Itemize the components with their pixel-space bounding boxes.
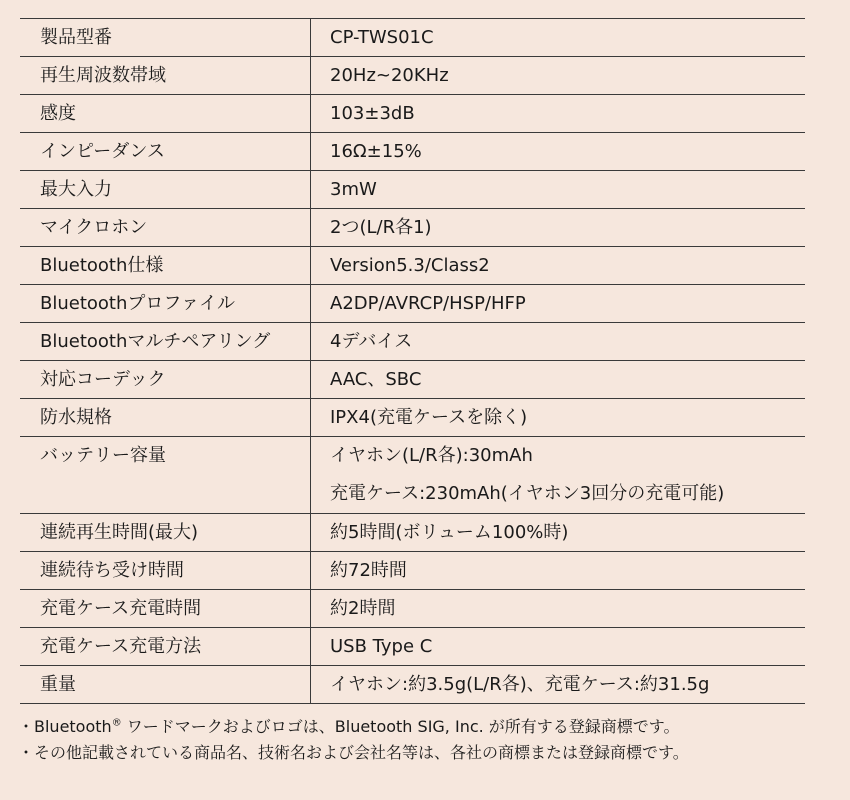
spec-label: 重量 — [20, 666, 311, 704]
spec-value: AAC、SBC — [311, 361, 806, 399]
spec-value-line: イヤホン(L/R各):30mAh — [330, 445, 533, 466]
spec-row-microphone — [20, 209, 805, 247]
spec-label: 防水規格 — [20, 399, 311, 437]
spec-table — [20, 18, 805, 704]
spec-row-model — [20, 19, 805, 57]
spec-row-max-input — [20, 171, 805, 209]
spec-row-frequency — [20, 57, 805, 95]
spec-value-line: 充電ケース:230mAh(イヤホン3回分の充電可能) — [330, 483, 725, 504]
spec-row-bluetooth-version — [20, 247, 805, 285]
spec-row-playback-time — [20, 514, 805, 552]
spec-row-weight — [20, 666, 805, 704]
note-text: ・Bluetooth — [18, 717, 112, 736]
spec-row-multipairing — [20, 323, 805, 361]
spec-label: 最大入力 — [20, 171, 311, 209]
spec-value: USB Type C — [311, 628, 806, 666]
spec-value: A2DP/AVRCP/HSP/HFP — [311, 285, 806, 323]
spec-row-waterproof — [20, 399, 805, 437]
spec-label: 感度 — [20, 95, 311, 133]
spec-row-case-charge-time — [20, 590, 805, 628]
trademark-note — [18, 714, 818, 740]
footnotes — [18, 714, 818, 766]
spec-label: 充電ケース充電時間 — [20, 590, 311, 628]
spec-row-standby-time — [20, 552, 805, 590]
spec-value: 20Hz~20KHz — [311, 57, 806, 95]
spec-value: 約2時間 — [311, 590, 806, 628]
spec-label: インピーダンス — [20, 133, 311, 171]
note-text: ワードマークおよびロゴは、Bluetooth SIG, Inc. が所有する登録商標です。 — [121, 717, 680, 736]
spec-value: 16Ω±15% — [311, 133, 806, 171]
spec-value: 3mW — [311, 171, 806, 209]
spec-value: イヤホン:約3.5g(L/R各)、充電ケース:約31.5g — [311, 666, 806, 704]
spec-label: Bluetoothマルチペアリング — [20, 323, 311, 361]
spec-value: IPX4(充電ケースを除く) — [311, 399, 806, 437]
spec-value: 2つ(L/R各1) — [311, 209, 806, 247]
spec-row-bluetooth-profile — [20, 285, 805, 323]
spec-value — [311, 437, 806, 514]
spec-value: 4デバイス — [311, 323, 806, 361]
spec-row-codec — [20, 361, 805, 399]
spec-value: 約5時間(ボリューム100%時) — [311, 514, 806, 552]
spec-label: 対応コーデック — [20, 361, 311, 399]
spec-row-sensitivity — [20, 95, 805, 133]
registered-mark: ® — [111, 717, 122, 729]
spec-label: 連続待ち受け時間 — [20, 552, 311, 590]
spec-row-battery — [20, 437, 805, 514]
spec-row-impedance — [20, 133, 805, 171]
spec-value: Version5.3/Class2 — [311, 247, 806, 285]
spec-label: バッテリー容量 — [20, 437, 311, 514]
spec-label: 充電ケース充電方法 — [20, 628, 311, 666]
spec-value: 103±3dB — [311, 95, 806, 133]
spec-row-case-charge-method — [20, 628, 805, 666]
spec-label: マイクロホン — [20, 209, 311, 247]
spec-label: 製品型番 — [20, 19, 311, 57]
spec-label: Bluetoothプロファイル — [20, 285, 311, 323]
spec-label: Bluetooth仕様 — [20, 247, 311, 285]
spec-label: 再生周波数帯域 — [20, 57, 311, 95]
other-trademark-note: ・その他記載されている商品名、技術名および会社名等は、各社の商標または登録商標です。 — [18, 743, 689, 762]
spec-label: 連続再生時間(最大) — [20, 514, 311, 552]
spec-value: 約72時間 — [311, 552, 806, 590]
spec-value: CP-TWS01C — [311, 19, 806, 57]
